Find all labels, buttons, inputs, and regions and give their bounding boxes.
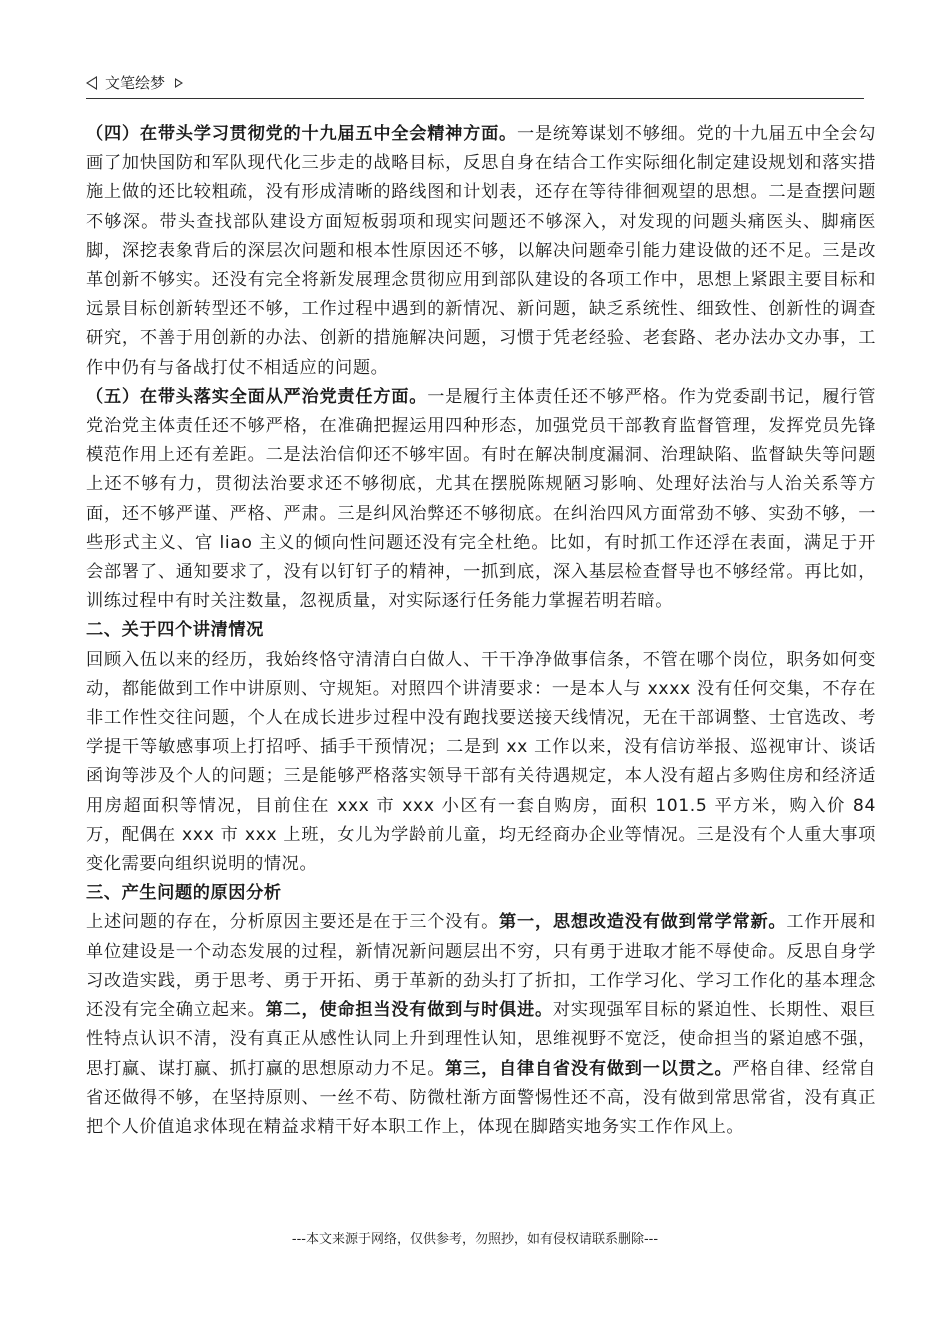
section-4-title: （四）在带头学习贯彻党的十九届五中全会精神方面。: [86, 124, 517, 144]
section-5-paragraph: [86, 383, 876, 617]
reason-2-title: 第二，使命担当没有做到与时俱进。: [265, 1000, 553, 1021]
triangle-right-icon: [175, 78, 183, 88]
section-4-paragraph: [86, 120, 876, 383]
reason-1-title: 第一，思想改造没有做到常学常新。: [499, 912, 787, 933]
brand: [86, 72, 183, 93]
part-3-intro: 上述问题的存在，分析原因主要还是在于三个没有。: [86, 912, 500, 933]
footer-disclaimer: ---本文来源于网络，仅供参考，勿照抄，如有侵权请联系删除---: [291, 1232, 659, 1247]
section-5-body: 一是履行主体责任还不够严格。作为党委副书记，履行管党治党主体责任还不够严格，在准确把握运用四种形态，加强党员干部教育监督管理，发挥党员先锋模范作用上还有差距。二是法治信仰还不够牢固。有时在解决制度漏洞、治理缺陷、监督缺失等问题上还不够有力，贯彻法治要求还不够彻底，尤其在摆脱陈规陋习影响、处理好法治与人治关系等方面，还不够严谨、严格、严肃。三是纠风治弊还不够彻底。在纠治四风方面常劲不够、实劲不够，一些形式主义、官 liao 主义的倾向性问题还没有完全杜绝。比如，有时抓工作还浮在表面，满足于开会部署了、通知要求了，没有以钉钉子的精神，一抓到底，深入基层检查督导也不够经常。再比如，训练过程中有时关注数量，忽视质量，对实际逐行任务能力掌握若明若暗。: [86, 386, 876, 612]
section-5-title: （五）在带头落实全面从严治党责任方面。: [86, 386, 428, 407]
part-3-paragraph: [86, 908, 876, 1142]
triangle-left-icon: [86, 76, 97, 90]
reason-1-body: 工作开展和单位建设是一个动态发展的过程，新情况新问题层出不穷，只有勇于进取才能不辱使命。反思自身学习改造实践，勇于思考、勇于开拓、勇于革新的劲头打了折扣，工作学习化、学习工作化的基本理念还没有完全确立起来。: [86, 912, 876, 1021]
part-2-body: 回顾入伍以来的经历，我始终恪守清清白白做人、干干净净做事信条，不管在哪个岗位，职务如何变动，都能做到工作中讲原则、守规矩。对照四个讲清要求：一是本人与 xxxx 没有任何交集，不存在非工作性交往问题，个人在成长进步过程中没有跑找要送接天线情况，无在干部调整、士官选改、考学提干等敏感事项上打招呼、插手干预情况；二是到 xx 工作以来，没有信访举报、巡视审计、谈话函询等涉及个人的问题；三是能够严格落实领导干部有关待遇规定，本人没有超占多购住房和经济适用房超面积等情况，目前住在 xxx 市 xxx 小区有一套自购房，面积 101.5 平方米，购入价 84 万，配偶在 xxx 市 xxx 上班，女儿为学龄前儿童，均无经商办企业等情况。三是没有个人重大事项变化需要向组织说明的情况。: [86, 649, 876, 875]
part-3-heading: 三、产生问题的原因分析: [86, 883, 282, 904]
reason-3-body: 严格自律、经常自省还做得不够，在坚持原则、一丝不苟、防微杜渐方面警惕性还不高，没有做到常思常省，没有真正把个人价值追求体现在精益求精干好本职工作上，体现在脚踏实地务实工作作风上。: [86, 1058, 876, 1137]
part-2-heading: 二、关于四个讲清情况: [86, 620, 264, 641]
reason-2-body: 对实现强军目标的紧迫性、长期性、艰巨性特点认识不清，没有真正从感性认同上升到理性认知，思维视野不宽泛，使命担当的紧迫感不强，思打赢、谋打赢、抓打赢的思想原动力不足。: [86, 1000, 876, 1079]
brand-label: 文笔绘梦: [105, 74, 166, 92]
page-header: [86, 70, 864, 99]
document-body: [86, 120, 876, 1142]
reason-3-title: 第三，自律自省没有做到一以贯之。: [445, 1058, 733, 1079]
section-4-body: 一是统筹谋划不够细。党的十九届五中全会勾画了加快国防和军队现代化三步走的战略目标，反思自身在结合工作实际细化制定建设规划和落实措施上做的还比较粗疏，没有形成清晰的路线图和计划表，还存在等待徘徊观望的思想。二是查摆问题不够深。带头查找部队建设方面短板弱项和现实问题还不够深入，对发现的问题头痛医头、脚痛医脚，深挖表象背后的深层次问题和根本性原因还不够，以解决问题牵引能力建设做的还不足。三是改革创新不够实。还没有完全将新发展理念贯彻应用到部队建设的各项工作中，思想上紧跟主要目标和远景目标创新转型还不够，工作过程中遇到的新情况、新问题，缺乏系统性、细致性、创新性的调查研究，不善于用创新的办法、创新的措施解决问题，习惯于凭老经验、老套路、老办法办文办事，工作中仍有与备战打仗不相适应的问题。: [86, 124, 876, 378]
